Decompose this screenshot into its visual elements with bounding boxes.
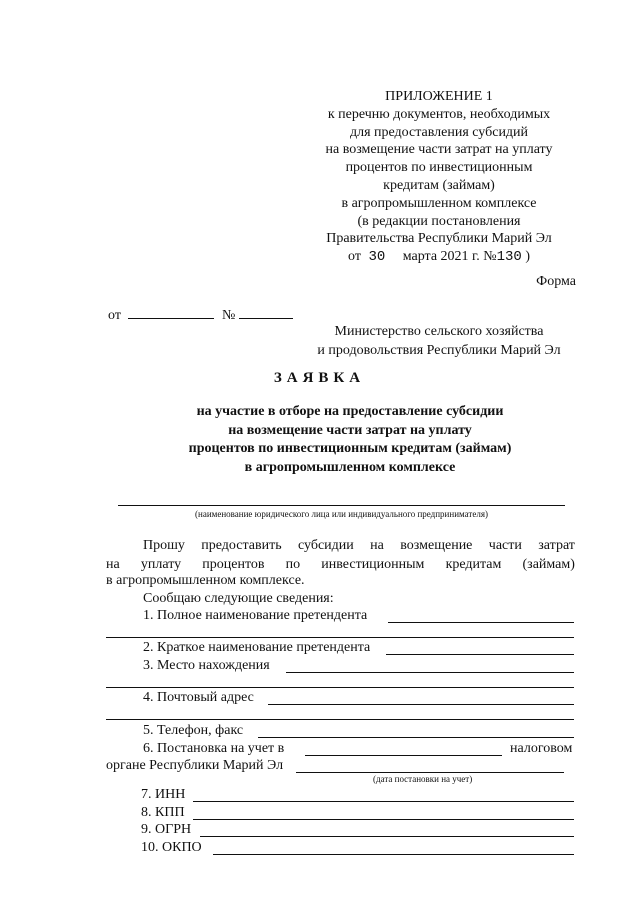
short-name-field[interactable] xyxy=(386,654,574,655)
appendix-title: ПРИЛОЖЕНИЕ 1 xyxy=(385,89,493,104)
okpo-label: 10. ОКПО xyxy=(141,840,202,855)
word: субсидии xyxy=(298,538,354,553)
form-label: Форма xyxy=(536,274,576,289)
appendix-date xyxy=(300,248,578,267)
number-field[interactable] xyxy=(239,306,293,319)
request-line-2 xyxy=(106,557,575,573)
appendix-line: (в редакции постановления xyxy=(357,213,521,229)
document-subtitle xyxy=(60,403,639,477)
appendix-line: Правительства Республики Марий Эл xyxy=(326,231,552,247)
registration-caption: (дата постановки на учет) xyxy=(373,774,473,784)
subtitle-line: в агропромышленном комплексе xyxy=(244,459,456,475)
date-field[interactable] xyxy=(128,306,214,319)
ogrn-label: 9. ОГРН xyxy=(141,822,192,837)
full-name-field[interactable] xyxy=(388,622,574,623)
appendix-line: к перечню документов, необходимых xyxy=(327,106,551,122)
info-intro: Сообщаю следующие сведения: xyxy=(143,591,334,606)
subtitle-line: процентов по инвестиционным кредитам (займам) xyxy=(188,441,512,457)
word: процентов xyxy=(202,557,265,572)
registration-date-field-cont[interactable] xyxy=(296,772,564,773)
word: по xyxy=(285,557,301,572)
applicant-name-field[interactable] xyxy=(118,505,565,506)
close-paren: ) xyxy=(525,249,530,265)
addressee xyxy=(300,322,578,360)
short-name-label: 2. Краткое наименование претендента xyxy=(143,640,371,655)
full-name-label: 1. Полное наименование претендента xyxy=(143,608,368,623)
location-field[interactable] xyxy=(286,672,574,673)
word: инвестиционным xyxy=(321,557,425,572)
inn-label: 7. ИНН xyxy=(141,787,186,802)
word: кредитам xyxy=(445,557,502,572)
request-line-3: в агропромышленном комплексе. xyxy=(106,573,305,588)
full-name-field-cont[interactable] xyxy=(106,637,574,638)
subtitle-line: на участие в отборе на предоставление субсидии xyxy=(196,404,504,419)
word: возмещение xyxy=(400,538,473,553)
date-rest: марта 2021 г. № xyxy=(402,249,497,265)
ministry-line: и продовольствия Республики Марий Эл xyxy=(317,343,561,358)
location-field-cont[interactable] xyxy=(106,687,574,688)
word: уплату xyxy=(140,557,182,572)
from-label: от xyxy=(108,308,121,323)
subtitle-line: на возмещение части затрат на уплату xyxy=(228,422,472,438)
word: на xyxy=(106,557,120,572)
appendix-line: для предоставления субсидий xyxy=(349,124,529,140)
appendix-line: в агропромышленном комплексе xyxy=(341,195,537,211)
inn-field[interactable] xyxy=(193,801,574,802)
number-label: № xyxy=(221,308,236,323)
date-day: 30 xyxy=(368,249,386,266)
postal-field-cont[interactable] xyxy=(106,719,574,720)
word: предоставить xyxy=(201,538,282,553)
word: Прошу xyxy=(143,538,185,553)
phone-field[interactable] xyxy=(258,737,574,738)
outgoing-ref xyxy=(108,306,293,324)
ogrn-field[interactable] xyxy=(200,836,574,837)
registration-suffix: налоговом xyxy=(510,741,573,756)
date-prefix: от xyxy=(348,249,361,265)
location-label: 3. Место нахождения xyxy=(143,658,270,673)
ministry-line: Министерство сельского хозяйства xyxy=(334,324,544,339)
applicant-name-caption: (наименование юридического лица или индивидуального предпринимателя) xyxy=(195,509,488,519)
appendix-line: кредитам (займам) xyxy=(383,177,495,193)
okpo-field[interactable] xyxy=(213,854,574,855)
registration-date-field[interactable] xyxy=(305,755,502,756)
kpp-label: 8. КПП xyxy=(141,805,185,820)
word: на xyxy=(370,538,384,553)
appendix-header xyxy=(300,88,578,267)
appendix-line: на возмещение части затрат на уплату xyxy=(325,142,553,158)
word: (займам) xyxy=(522,557,575,572)
request-line-1 xyxy=(143,538,575,554)
postal-field[interactable] xyxy=(268,704,574,705)
word: части xyxy=(488,538,522,553)
postal-label: 4. Почтовый адрес xyxy=(143,690,254,705)
document-title: ЗАЯВКА xyxy=(273,370,366,386)
decree-number: 130 xyxy=(496,249,522,266)
appendix-line: процентов по инвестиционным xyxy=(345,160,533,176)
registration-label-2: органе Республики Марий Эл xyxy=(106,758,284,773)
word: затрат xyxy=(538,538,575,553)
registration-label: 6. Постановка на учет в xyxy=(143,741,285,756)
kpp-field[interactable] xyxy=(193,819,574,820)
phone-label: 5. Телефон, факс xyxy=(143,723,244,738)
